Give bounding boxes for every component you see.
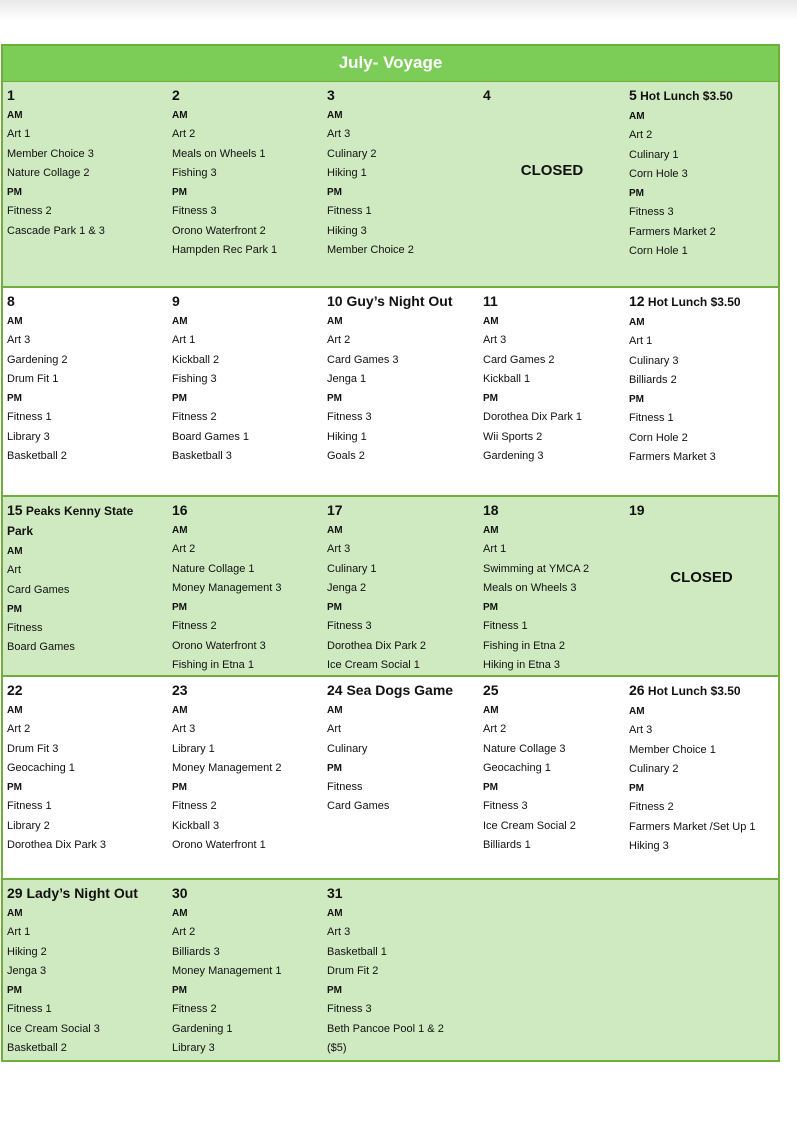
day-number: 19 <box>629 502 645 518</box>
session-label: AM <box>7 705 23 716</box>
calendar-title: July- Voyage <box>3 46 778 82</box>
session-label: AM <box>629 111 645 122</box>
activity-item: Corn Hole 1 <box>629 245 688 258</box>
activity-item: Fitness 1 <box>629 412 674 425</box>
day-event-note: Hot Lunch $3.50 <box>644 295 741 309</box>
day-number: 8 <box>7 293 15 309</box>
activity-item: Money Management 2 <box>172 761 282 774</box>
day-cell-24 <box>323 677 479 878</box>
day-cell-23 <box>168 677 323 878</box>
activity-item: Geocaching 1 <box>483 761 551 774</box>
activity-item: Fishing in Etna 2 <box>483 639 565 652</box>
day-number: 3 <box>327 87 335 103</box>
day-header <box>7 681 168 699</box>
session-label: PM <box>327 393 342 405</box>
session-label: AM <box>327 110 343 121</box>
activity-item: Farmers Market 3 <box>629 451 716 464</box>
activity-item: Art 3 <box>172 723 196 736</box>
activity-item: Basketball 3 <box>172 450 232 463</box>
activity-item: Drum Fit 2 <box>327 964 379 977</box>
session-label: PM <box>172 782 187 794</box>
day-number: 26 <box>629 682 645 698</box>
session-label: PM <box>7 393 22 405</box>
activity-item: Nature Collage 1 <box>172 562 255 575</box>
activity-item: Gardening 1 <box>172 1022 233 1035</box>
activity-item: Library 2 <box>7 819 50 832</box>
session-label: PM <box>7 782 22 794</box>
day-number: 4 <box>483 87 491 103</box>
day-cell-2 <box>168 82 323 286</box>
session-label: AM <box>629 706 645 717</box>
day-number: 5 <box>629 87 637 103</box>
activity-item: Library 3 <box>7 430 50 443</box>
calendar-weeks <box>3 82 778 1060</box>
activity-item: Fitness 1 <box>7 411 52 424</box>
day-number: 11 <box>483 293 498 309</box>
activity-item: Fitness 2 <box>7 205 52 218</box>
activity-item: Fitness 3 <box>327 1003 372 1016</box>
day-header <box>327 86 479 104</box>
activity-item: Art 2 <box>172 128 196 141</box>
activity-item: Meals on Wheels 1 <box>172 147 266 160</box>
activity-item: Orono Waterfront 1 <box>172 839 266 852</box>
activity-item: ($5) <box>327 1042 347 1055</box>
session-label: PM <box>172 602 187 614</box>
day-event-note: Sea Dogs Game <box>342 682 454 698</box>
session-label: AM <box>483 316 499 327</box>
session-label: AM <box>483 525 499 536</box>
week-row <box>3 288 778 497</box>
july-calendar <box>1 44 780 1062</box>
session-label: PM <box>172 985 187 997</box>
day-header <box>327 501 479 519</box>
day-header <box>7 86 168 104</box>
session-label: AM <box>172 525 188 536</box>
day-number: 2 <box>172 87 180 103</box>
day-event-note: Guy’s Night Out <box>342 293 453 309</box>
activity-item: Basketball 2 <box>7 1042 67 1055</box>
day-header <box>7 884 168 902</box>
day-cell-16 <box>168 497 323 675</box>
top-shadow <box>0 0 797 20</box>
day-header <box>172 884 323 902</box>
session-label: PM <box>327 602 342 614</box>
day-cell-11 <box>479 288 625 495</box>
activity-item: Dorothea Dix Park 3 <box>7 839 107 852</box>
week-row <box>3 880 778 1060</box>
day-header <box>629 292 778 311</box>
activity-item: Nature Collage 2 <box>7 166 90 179</box>
session-label: AM <box>7 110 23 121</box>
session-label: AM <box>172 316 188 327</box>
activity-item: Art 1 <box>7 926 31 939</box>
activity-item: Fishing 3 <box>172 372 217 385</box>
day-number: 1 <box>7 87 15 103</box>
activity-item: Board Games <box>7 641 75 654</box>
day-number: 18 <box>483 502 499 518</box>
empty-day-cell <box>479 880 625 1060</box>
activity-item: Art 1 <box>172 334 196 347</box>
activity-item: Meals on Wheels 3 <box>483 581 577 594</box>
day-header <box>483 86 625 104</box>
session-label: PM <box>7 603 22 615</box>
activity-item: Kickball 2 <box>172 353 220 366</box>
activity-item: Money Management 3 <box>172 581 282 594</box>
day-cell-8 <box>3 288 168 495</box>
week-row <box>3 82 778 288</box>
session-label: AM <box>629 317 645 328</box>
day-cell-10 <box>323 288 479 495</box>
session-label: PM <box>629 394 644 406</box>
day-header <box>327 681 479 699</box>
activity-item: Basketball 1 <box>327 945 387 958</box>
session-label: PM <box>327 985 342 997</box>
activity-item: Culinary 2 <box>629 762 679 775</box>
session-label: AM <box>327 908 343 919</box>
week-row <box>3 677 778 880</box>
day-number: 25 <box>483 682 499 698</box>
session-label: AM <box>7 546 23 557</box>
day-number: 9 <box>172 293 180 309</box>
activity-item: Goals 2 <box>327 450 365 463</box>
activity-item: Fitness 1 <box>7 800 52 813</box>
day-number: 23 <box>172 682 188 698</box>
day-event-note-continued: Park <box>7 524 34 538</box>
activity-item: Farmers Market /Set Up 1 <box>629 820 756 833</box>
day-number: 22 <box>7 682 23 698</box>
activity-item: Basketball 2 <box>7 450 67 463</box>
session-label: AM <box>327 316 343 327</box>
day-number: 15 <box>7 502 23 518</box>
session-label: AM <box>327 705 343 716</box>
activity-item: Art 2 <box>483 723 507 736</box>
session-label: AM <box>172 705 188 716</box>
day-header <box>327 292 479 310</box>
activity-item: Fitness 1 <box>327 205 372 218</box>
activity-item: Member Choice 3 <box>7 147 94 160</box>
activity-item: Swimming at YMCA 2 <box>483 562 590 575</box>
day-header <box>483 681 625 699</box>
activity-item: Beth Pancoe Pool 1 & 2 <box>327 1022 444 1035</box>
session-label: PM <box>629 783 644 795</box>
week-row <box>3 497 778 677</box>
activity-item: Art 3 <box>7 334 31 347</box>
activity-item: Board Games 1 <box>172 430 250 443</box>
session-label: AM <box>327 525 343 536</box>
activity-item: Fishing 3 <box>172 166 217 179</box>
day-header <box>172 86 323 104</box>
session-label: PM <box>172 187 187 199</box>
activity-item: Culinary <box>327 742 368 755</box>
activity-item: Culinary 1 <box>629 148 679 161</box>
activity-item: Library 3 <box>172 1042 215 1055</box>
day-header <box>172 681 323 699</box>
activity-item: Orono Waterfront 2 <box>172 224 266 237</box>
day-header <box>7 501 168 520</box>
activity-item: Dorothea Dix Park 1 <box>483 411 583 424</box>
day-cell-22 <box>3 677 168 878</box>
activity-item: Art 2 <box>629 129 653 142</box>
activity-item: Nature Collage 3 <box>483 742 566 755</box>
activity-item: Art 2 <box>7 723 31 736</box>
activity-item: Art 1 <box>629 335 653 348</box>
activity-item: Culinary 2 <box>327 147 377 160</box>
day-number: 29 <box>7 885 23 901</box>
activity-item: Fitness 2 <box>172 800 217 813</box>
session-label: PM <box>483 602 498 614</box>
day-cell-19 <box>625 497 778 675</box>
activity-item: Card Games <box>7 583 70 596</box>
day-cell-30 <box>168 880 323 1060</box>
session-label: PM <box>7 187 22 199</box>
day-number: 12 <box>629 293 645 309</box>
day-header <box>7 292 168 310</box>
activity-item: Card Games 2 <box>483 353 555 366</box>
activity-item: Fitness 2 <box>629 801 674 814</box>
activity-item: Billiards 3 <box>172 945 220 958</box>
activity-item: Fitness <box>327 781 363 794</box>
activity-item: Fitness 3 <box>172 205 217 218</box>
day-header <box>629 681 778 700</box>
activity-item: Wii Sports 2 <box>483 430 543 443</box>
activity-item: Art 2 <box>327 334 351 347</box>
activity-item: Jenga 3 <box>7 964 47 977</box>
activity-item: Fitness 3 <box>483 800 528 813</box>
day-header <box>483 292 625 310</box>
empty-day-cell <box>625 880 778 1060</box>
activity-item: Card Games 3 <box>327 353 399 366</box>
activity-item: Corn Hole 3 <box>629 167 688 180</box>
activity-item: Art 2 <box>172 926 196 939</box>
day-event-note: Hot Lunch $3.50 <box>644 684 741 698</box>
day-header <box>172 292 323 310</box>
activity-item: Art 3 <box>327 543 351 556</box>
session-label: PM <box>172 393 187 405</box>
activity-item: Art <box>7 564 22 577</box>
activity-item: Gardening 2 <box>7 353 68 366</box>
day-header <box>327 884 479 902</box>
session-label: PM <box>7 985 22 997</box>
activity-item: Drum Fit 1 <box>7 372 59 385</box>
activity-item: Art <box>327 723 342 736</box>
activity-item: Art 1 <box>7 128 31 141</box>
activity-item: Farmers Market 2 <box>629 225 716 238</box>
day-cell-25 <box>479 677 625 878</box>
activity-item: Art 3 <box>629 724 653 737</box>
session-label: PM <box>483 393 498 405</box>
activity-item: Fishing in Etna 1 <box>172 659 254 672</box>
day-cell-9 <box>168 288 323 495</box>
activity-item: Corn Hole 2 <box>629 431 688 444</box>
day-number: 30 <box>172 885 188 901</box>
closed-label: CLOSED <box>520 162 584 179</box>
session-label: AM <box>172 908 188 919</box>
activity-item: Art 2 <box>172 543 196 556</box>
activity-item: Fitness 1 <box>483 620 528 633</box>
day-number: 10 <box>327 293 343 309</box>
session-label: AM <box>172 110 188 121</box>
day-cell-26 <box>625 677 778 878</box>
activity-item: Library 1 <box>172 742 215 755</box>
day-number: 24 <box>327 682 343 698</box>
session-label: AM <box>7 908 23 919</box>
day-event-note: Hot Lunch $3.50 <box>636 89 733 103</box>
day-header <box>172 501 323 519</box>
activity-item: Member Choice 1 <box>629 743 716 756</box>
day-number: 31 <box>327 885 343 901</box>
activity-item: Card Games <box>327 800 390 813</box>
activity-item: Culinary 3 <box>629 354 679 367</box>
day-header <box>629 501 778 519</box>
day-cell-31 <box>323 880 479 1060</box>
activity-item: Kickball 3 <box>172 819 220 832</box>
activity-item: Billiards 2 <box>629 373 677 386</box>
activity-item: Fitness 2 <box>172 1003 217 1016</box>
activity-item: Orono Waterfront 3 <box>172 639 266 652</box>
day-cell-18 <box>479 497 625 675</box>
day-cell-12 <box>625 288 778 495</box>
session-label: PM <box>327 187 342 199</box>
activity-item: Cascade Park 1 & 3 <box>7 224 105 237</box>
activity-item: Art 1 <box>483 543 507 556</box>
activity-item: Hiking 1 <box>327 430 367 443</box>
session-label: PM <box>629 188 644 200</box>
activity-item: Fitness 2 <box>172 411 217 424</box>
activity-item: Art 3 <box>327 926 351 939</box>
activity-item: Hiking in Etna 3 <box>483 659 561 672</box>
activity-item: Gardening 3 <box>483 450 544 463</box>
day-cell-17 <box>323 497 479 675</box>
day-cell-4 <box>479 82 625 286</box>
activity-item: Money Management 1 <box>172 964 282 977</box>
activity-item: Ice Cream Social 1 <box>327 659 420 672</box>
activity-item: Culinary 1 <box>327 562 377 575</box>
activity-item: Jenga 2 <box>327 581 367 594</box>
session-label: AM <box>7 316 23 327</box>
activity-item: Ice Cream Social 3 <box>7 1022 100 1035</box>
activity-item: Geocaching 1 <box>7 761 75 774</box>
day-event-note: Lady’s Night Out <box>22 885 138 901</box>
day-header <box>483 501 625 519</box>
activity-item: Hiking 3 <box>327 224 367 237</box>
day-header <box>629 86 778 105</box>
activity-item: Hampden Rec Park 1 <box>172 244 278 257</box>
activity-item: Fitness <box>7 622 43 635</box>
activity-item: Fitness 3 <box>629 206 674 219</box>
day-cell-5 <box>625 82 778 286</box>
activity-item: Fitness 3 <box>327 620 372 633</box>
activity-item: Jenga 1 <box>327 372 367 385</box>
activity-item: Dorothea Dix Park 2 <box>327 639 427 652</box>
day-cell-1 <box>3 82 168 286</box>
activity-item: Ice Cream Social 2 <box>483 819 576 832</box>
activity-item: Fitness 3 <box>327 411 372 424</box>
activity-item: Fitness 1 <box>7 1003 52 1016</box>
activity-item: Member Choice 2 <box>327 244 414 257</box>
activity-item: Fitness 2 <box>172 620 217 633</box>
day-event-note: Peaks Kenny State <box>22 504 134 518</box>
activity-item: Kickball 1 <box>483 372 531 385</box>
day-cell-3 <box>323 82 479 286</box>
activity-item: Hiking 1 <box>327 166 367 179</box>
activity-item: Art 3 <box>483 334 507 347</box>
activity-item: Drum Fit 3 <box>7 742 59 755</box>
activity-item: Hiking 2 <box>7 945 47 958</box>
session-label: AM <box>483 705 499 716</box>
session-label: PM <box>483 782 498 794</box>
session-label: PM <box>327 762 342 774</box>
activity-item: Art 3 <box>327 128 351 141</box>
day-number: 17 <box>327 502 343 518</box>
activity-item: Billiards 1 <box>483 839 531 852</box>
day-number: 16 <box>172 502 188 518</box>
day-cell-29 <box>3 880 168 1060</box>
day-cell-15 <box>3 497 168 675</box>
activity-item: Hiking 3 <box>629 840 669 853</box>
closed-label: CLOSED <box>670 569 733 586</box>
